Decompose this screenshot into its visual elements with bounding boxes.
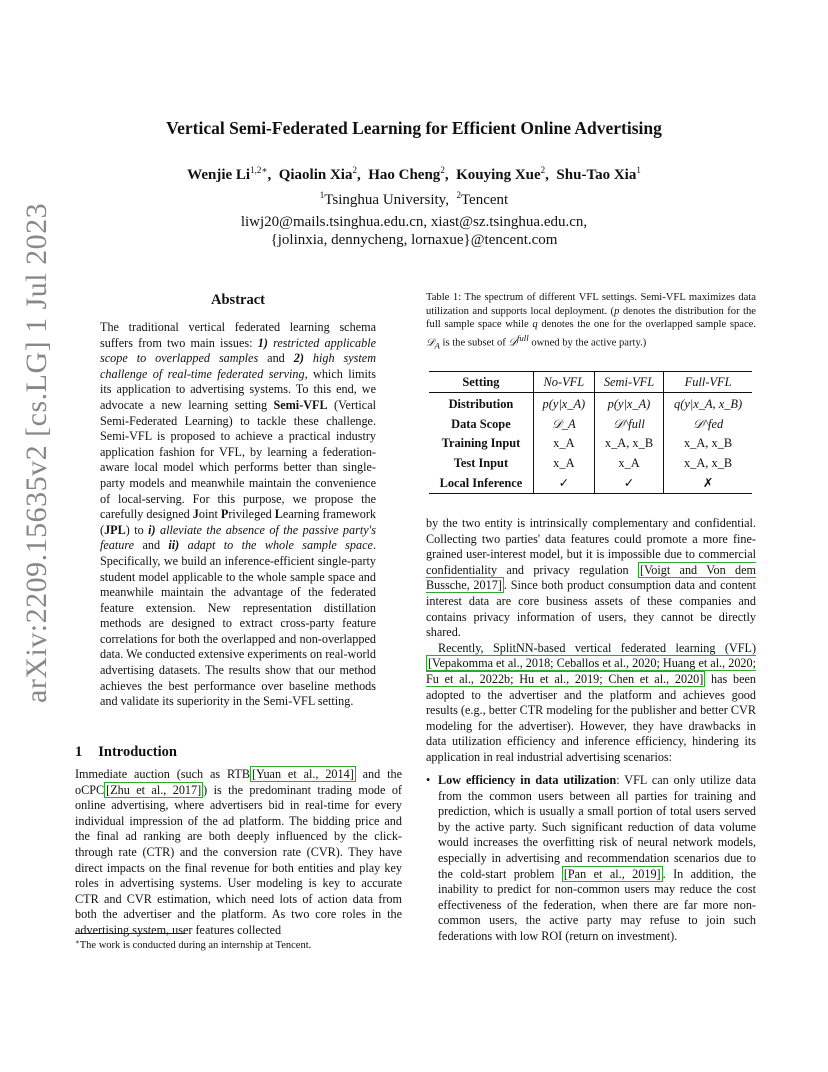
- citation-link[interactable]: [Voigt and Von dem Bussche, 2017]: [426, 562, 756, 593]
- affiliation-name: Tsinghua University: [324, 192, 446, 208]
- caption-text: denotes the one for the overlapped sample space.: [537, 319, 756, 331]
- author-affiliation-mark: 1,2∗: [250, 165, 268, 175]
- affiliation-mark: 1: [319, 190, 325, 200]
- author-affiliation-mark: 2: [440, 165, 445, 175]
- math-symbol: 𝒟: [508, 337, 517, 349]
- author-affiliation-mark: 1: [636, 165, 641, 175]
- math-superscript: full: [516, 333, 529, 344]
- intro-text: and the oCPC: [75, 767, 402, 797]
- table-row-label: Data Scope: [451, 416, 511, 431]
- author-name: Shu-Tao Xia: [556, 167, 637, 183]
- abstract-text: ) to: [125, 522, 149, 537]
- table-cell: x_A, x_B: [594, 434, 663, 454]
- arxiv-stamp: [20, 202, 54, 703]
- jpl-term: JPL: [104, 522, 126, 537]
- table-cell: x_A, x_B: [664, 454, 752, 474]
- abstract-text: earning framework (: [100, 507, 376, 537]
- table-cell: x_A, x_B: [664, 434, 752, 454]
- footnote: [75, 938, 402, 951]
- citation-link[interactable]: [Yuan et al., 2014]: [251, 767, 354, 781]
- abstract-paragraph: [100, 320, 376, 710]
- author-emails: [0, 213, 828, 249]
- goal-label: i): [148, 522, 156, 537]
- issue-label: 1): [257, 335, 268, 350]
- table-header-cell: Setting: [429, 372, 533, 393]
- table-cell: x_A: [533, 434, 594, 454]
- acronym-letter: P: [220, 507, 229, 522]
- issue-label: 2): [293, 351, 304, 366]
- body-text: has been adopted to the advertiser and the platform and achieves good results (e.g., better CTR modeling for the publisher and better CVR modeling for the advertiser). However, they have drawbacks in data utilization efficiency and inference efficiency, hindering its application in real industrial advertising scenarios:: [426, 671, 756, 764]
- citation-link[interactable]: [Zhu et al., 2017]: [106, 782, 202, 797]
- author-affiliation-mark: 2: [540, 165, 546, 175]
- table-cell: p(y|x_A): [533, 393, 594, 415]
- author-affiliation-mark: 2: [352, 165, 357, 175]
- arxiv-identifier: arXiv:2209.15635v2 [cs.LG] 1 Jul 2023: [20, 202, 53, 703]
- table-cell: p(y|x_A): [594, 393, 663, 415]
- goal-text: alleviate the absence of the passive party's feature: [100, 522, 376, 553]
- abstract-heading: Abstract: [211, 292, 265, 308]
- body-text: by the two entity is intrinsically complementary and confidential. Collecting two parties' data features could promote a more fine-grained user-interest model, but it is impossible due to commercial confidentiality and privacy regulation: [426, 516, 756, 577]
- issue-text: restricted applicable scope to overlapped samples: [100, 335, 376, 366]
- table-row: [429, 393, 752, 415]
- acronym-letter: J: [192, 507, 199, 522]
- goal-label: ii): [168, 538, 180, 553]
- issue-text: high system challenge of real-time federated serving: [100, 351, 376, 381]
- table-row: [429, 454, 752, 474]
- intro-paragraph: [75, 767, 402, 939]
- body-paragraph: [426, 516, 756, 641]
- footnote-text: The work is conducted during an internship at Tencent.: [79, 940, 312, 951]
- abstract-text: , which limits its application to advertising systems. To this end, we advocate a new learning setting: [100, 366, 376, 412]
- table-cell: x_A: [533, 454, 594, 474]
- check-mark-icon: ✓: [533, 473, 594, 493]
- table-header-cell: Full-VFL: [664, 372, 752, 393]
- author-name: Qiaolin Xia: [278, 167, 353, 183]
- bullet-item: [426, 773, 756, 945]
- bullet-heading: Low efficiency in data utilization: [438, 773, 617, 787]
- paper-title: Vertical Semi-Federated Learning for Efficient Online Advertising: [166, 118, 662, 138]
- abstract-text: (Vertical Semi-Federated Learning) to tackle these challenge. Semi-VFL is proposed to achieve a practical industry application fashion for VFL, by learning a federation-aware local model which performs better than single-party models and meanwhile maintain the convenience of local-serving. For this purpose, we propose the carefully designed: [100, 397, 376, 522]
- caption-text: Table 1: The spectrum of different VFL settings. Semi-VFL maximizes data utilization and supports local deployment. (: [426, 292, 756, 317]
- math-symbol: 𝒟: [426, 337, 435, 349]
- affiliation-mark: 2: [456, 190, 461, 200]
- citation-link[interactable]: [Pan et al., 2019]: [563, 866, 661, 881]
- table-header-cell: Semi-VFL: [594, 372, 663, 393]
- email-line: liwj20@mails.tsinghua.edu.cn, xiast@sz.tsinghua.edu.cn,: [240, 214, 588, 230]
- author-list: Wenjie $Li^{1,2∗}$, Qiaolin Xia$^2$, Hao Cheng$^2$, Kouying Xue$^2$, Shu-Tao Xia$^1$: [187, 165, 641, 183]
- author-name: Kouying Xue: [456, 167, 541, 183]
- body-paragraph: [426, 641, 756, 766]
- table-header-cell: No-VFL: [533, 372, 594, 393]
- table-row: [429, 434, 752, 454]
- abstract-text: . Specifically, we build an inference-efficient single-party student model applicable to the whole sample space and meanwhile maintain the advantage of the federated feature extension. New representation distillation methods are designed to extract cross-party feature correlations for both the overlapped and non-overlapped data. We conducted extensive experiments on real-world advertising datasets. The results show that our method achieves the best performance over baseline methods and validate its superiority in the Semi-VFL setting.: [100, 538, 376, 709]
- check-mark-icon: ✓: [594, 473, 663, 493]
- footnote-rule: [75, 933, 185, 934]
- table-cell: x_A: [594, 454, 663, 474]
- table-header-row: [429, 372, 752, 393]
- table-cell: 𝒟^full: [594, 415, 663, 435]
- body-text: Recently, SplitNN-based vertical federated learning (VFL): [438, 640, 756, 655]
- body-text: . In addition, the inability to predict for non-common users may reduce the cost effectiveness of the federation, when there are far more non-common users, the active party may refuse to join such federations with low ROI (return on investment).: [438, 866, 756, 943]
- acronym-letter: L: [274, 507, 283, 522]
- goal-text: adapt to the whole sample space: [179, 538, 373, 553]
- abstract-text: oint: [198, 507, 221, 522]
- body-text: . Since both product consumption data and content interest data are core business assets of these companies and contains privacy information of users, they cannot be directly shared.: [426, 578, 756, 640]
- table-row: [429, 415, 752, 435]
- section-heading-introduction: [75, 744, 177, 761]
- email-line: {jolinxia, dennycheng, lornaxue}@tencent.com: [270, 232, 558, 248]
- table-row-label: Distribution: [448, 397, 514, 412]
- intro-text: ) is the predominant trading mode of online advertising, where advertisers bid in real-time for every individual impression of the ad platform. The bidding price and the final ad ranking are both deeply influenced by the click-through rate (CTR) and the conversion rate (CVR). They have direct impacts on the final revenue for both entities and play key roles in advertising systems. User modeling is key to accurate CTR and CVR estimation, which need lots of action data from both the advertiser and the platform. As two core roles in the advertising system, user features collected: [75, 782, 402, 937]
- vfl-settings-table: [429, 372, 752, 494]
- footnote-mark: ∗: [75, 938, 80, 946]
- table-caption: [426, 291, 756, 353]
- math-symbol: q: [532, 319, 538, 331]
- caption-text: is the subset of: [439, 337, 509, 349]
- bullet-body: [438, 773, 756, 945]
- table-row: [429, 473, 752, 493]
- section-title: Introduction: [98, 744, 177, 760]
- table-cell: q(y|x_A, x_B): [664, 393, 752, 415]
- right-column-body: [426, 516, 756, 766]
- bullet-icon: •: [426, 773, 431, 787]
- abstract-text: and: [134, 538, 169, 553]
- math-symbol: p: [614, 305, 620, 317]
- semi-vfl-term: Semi-VFL: [273, 397, 328, 412]
- abstract-text: and: [258, 351, 294, 366]
- abstract-body: [100, 320, 376, 710]
- table-row-label: Training Input: [441, 436, 521, 451]
- caption-text: denotes the distribution for the full sample space while: [426, 305, 756, 331]
- abstract-text: rivileged: [228, 507, 275, 522]
- affiliation-name: Tencent: [460, 192, 509, 208]
- table-row-label: Test Input: [453, 456, 509, 471]
- body-text: : VFL can only utilize data from the common users between all parties for training and prediction, which is usually a small portion of total users served by the active party. Such significant reduction of data volume would increases the overfitting risk of neural network models, especially in advertising and recommendation scenarios due to the cold-start problem: [438, 773, 756, 881]
- table-cell: 𝒟_A: [533, 415, 594, 435]
- caption-text: owned by the active party.): [528, 337, 647, 349]
- introduction-body: [75, 767, 402, 939]
- intro-text: Immediate auction (such as RTB: [75, 767, 250, 781]
- section-number: 1: [75, 744, 83, 760]
- table-row-label: Local Inference: [429, 473, 533, 493]
- cross-mark-icon: ✗: [664, 473, 752, 493]
- affiliation-list: $^1$Tsinghua University, $^2$Tencent: [319, 190, 509, 208]
- abstract-text: The traditional vertical federated learning schema suffers from two main issues:: [100, 320, 376, 350]
- math-subscript: A: [434, 340, 440, 351]
- author-name: Hao Cheng: [368, 167, 441, 183]
- citation-link[interactable]: [Vepakomma et al., 2018; Ceballos et al., 2020; Huang et al., 2020; Fu et al., 2022b; Hu et al., 2019; Chen et al., 2020]: [426, 656, 756, 686]
- author-name: Wenjie Li: [187, 167, 251, 183]
- table-cell: 𝒟^fed: [664, 415, 752, 435]
